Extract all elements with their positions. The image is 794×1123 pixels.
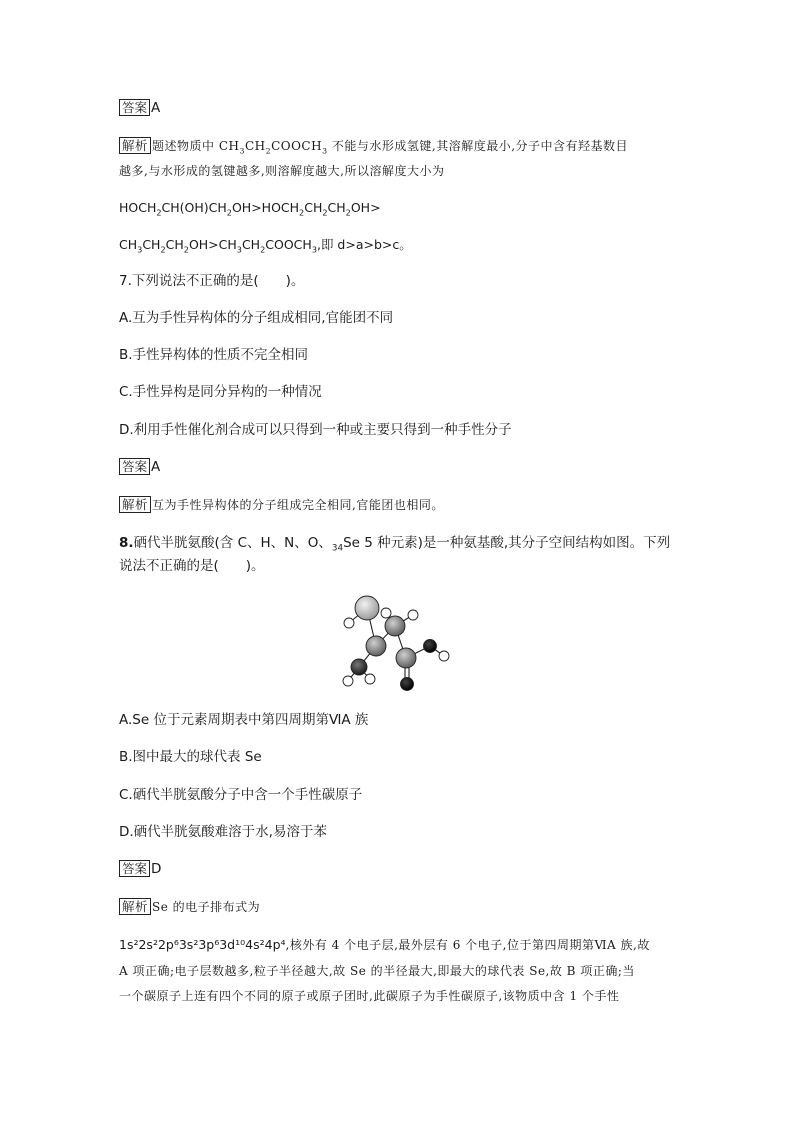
answer-value: A [151, 100, 161, 116]
q8-option-b: B.图中最大的球代表 Se [119, 749, 262, 765]
q7-analysis-line [119, 496, 684, 514]
carbon-atom [385, 616, 405, 636]
subscript: 3 [322, 146, 328, 156]
stem-text: Se 5 种元素)是一种氨基酸,其分子空间结构如图。下列 [343, 535, 671, 551]
analysis-text: 题述物质中 CH [152, 139, 240, 153]
answer-tag: 答案 [119, 860, 150, 877]
subscript: 3 [236, 244, 242, 255]
formula-text: CH [142, 237, 161, 252]
electron-configuration: 1s²2s²2p⁶3s²3p⁶3d¹⁰4s²4p⁴ [119, 937, 286, 952]
q7-answer-line [119, 458, 684, 477]
q8-analysis-line-1 [119, 898, 684, 916]
q8-option-d: D.硒代半胱氨酸难溶于水,易溶于苯 [119, 824, 327, 840]
carbon-atom [366, 636, 386, 656]
q6-formula-line-1 [119, 199, 684, 217]
q6-formula-line-2 [119, 236, 684, 254]
q6-analysis-line-1 [119, 137, 684, 155]
subscript: 3 [311, 244, 317, 255]
q8-analysis-line-4: 一个碳原子上连有四个不同的原子或原子团时,此碳原子为手性碳原子,该物质中含 1 个手性 [119, 989, 620, 1003]
q7-option-c: C.手性异构是同分异构的一种情况 [119, 384, 322, 400]
q8-stem-line-1 [119, 534, 684, 552]
stem-text: 硒代半胱氨酸(含 C、H、N、O、 [133, 535, 332, 551]
oxygen-atom [424, 640, 437, 653]
formula-text: OH> [350, 200, 381, 215]
subscript: 3 [137, 244, 143, 255]
analysis-text: COOCH [271, 139, 323, 153]
subscript: 2 [345, 207, 351, 218]
subscript: 2 [322, 207, 328, 218]
q8-option-c: C.硒代半胱氨酸分子中含一个手性碳原子 [119, 787, 363, 803]
atoms [343, 596, 449, 691]
answer-value: D [151, 861, 162, 877]
question-number: 8. [119, 535, 134, 551]
q8-answer-line [119, 860, 684, 879]
formula-text: CH [241, 237, 261, 252]
formula-text: ,即 d>a>b>c。 [316, 237, 412, 252]
carbon-atom [396, 648, 416, 668]
hydrogen-atom [408, 610, 418, 620]
q8-analysis-line-3: A 项正确;电子层数越多,粒子半径越大,故 Se 的半径最大,即最大的球代表 Se,故 B 项正确;当 [119, 964, 635, 978]
analysis-text: Se 的电子排布式为 [152, 900, 261, 914]
subscript: 2 [156, 207, 162, 218]
subscript: 2 [226, 207, 232, 218]
hydrogen-atom [365, 674, 375, 684]
molecule-structure-diagram [338, 593, 458, 693]
q6-answer-line [119, 99, 684, 118]
formula-text: CH(OH)CH [161, 200, 227, 215]
subscript: 2 [160, 244, 166, 255]
analysis-text: CH [244, 139, 266, 153]
hydrogen-atom [381, 608, 391, 618]
q7-stem: 7.下列说法不正确的是( )。 [119, 273, 305, 289]
hydrogen-atom [439, 651, 449, 661]
formula-text: CH [119, 237, 138, 252]
formula-text: CH [165, 237, 184, 252]
q8-analysis-line-2 [119, 936, 684, 954]
subscript: 2 [265, 146, 272, 156]
formula-text: COOCH [265, 237, 312, 252]
q6-analysis-line-2: 越多,与水形成的氢键越多,则溶解度越大,所以溶解度大小为 [119, 164, 445, 178]
analysis-text: ,核外有 4 个电子层,最外层有 6 个电子,位于第四周期第ⅥA 族,故 [285, 938, 650, 952]
nitrogen-atom [351, 659, 367, 675]
hydrogen-atom [343, 676, 353, 686]
analysis-tag: 解析 [119, 137, 151, 154]
q8-stem-line-2: 说法不正确的是( )。 [119, 558, 265, 574]
q8-option-a: A.Se 位于元素周期表中第四周期第ⅥA 族 [119, 712, 369, 728]
analysis-text: 互为手性异构体的分子组成完全相同,官能团也相同。 [152, 498, 444, 512]
hydrogen-atom [344, 618, 354, 628]
analysis-tag: 解析 [119, 898, 151, 915]
oxygen-atom [401, 678, 414, 691]
selenium-atom [355, 596, 379, 620]
answer-tag: 答案 [119, 458, 150, 475]
subscript: 3 [239, 146, 245, 156]
analysis-text: 不能与水形成氢键,其溶解度最小,分子中含有羟基数目 [327, 139, 629, 153]
subscript: 2 [299, 207, 305, 218]
formula-text: CH [327, 200, 346, 215]
analysis-tag: 解析 [119, 496, 151, 513]
formula-text: OH>HOCH [231, 200, 300, 215]
q7-option-b: B.手性异构体的性质不完全相同 [119, 347, 309, 363]
answer-tag: 答案 [119, 99, 150, 116]
subscript: 2 [183, 244, 189, 255]
formula-text: OH>CH [188, 237, 237, 252]
formula-text: CH [304, 200, 323, 215]
subscript: 34 [331, 543, 344, 554]
q7-option-d: D.利用手性催化剂合成可以只得到一种或主要只得到一种手性分子 [119, 422, 512, 438]
subscript: 2 [260, 244, 266, 255]
formula-text: HOCH [119, 200, 157, 215]
q7-option-a: A.互为手性异构体的分子组成相同,官能团不同 [119, 310, 394, 326]
answer-value: A [151, 459, 161, 475]
